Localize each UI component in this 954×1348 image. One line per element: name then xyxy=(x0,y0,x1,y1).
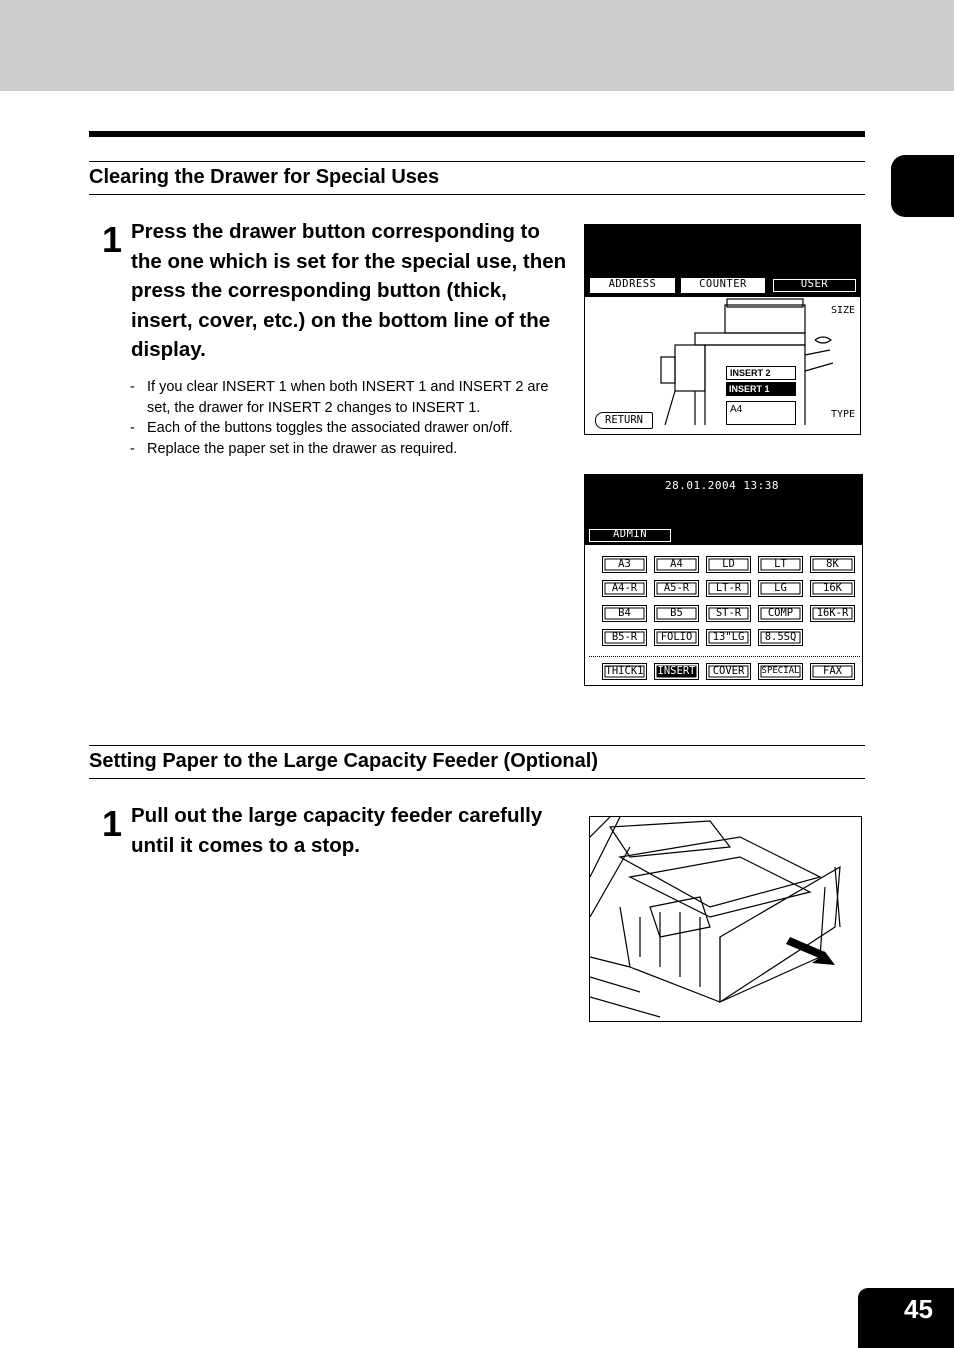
drawer-insert-1[interactable]: INSERT 1 xyxy=(726,382,796,396)
size-button-a5-r[interactable]: A5-R xyxy=(654,580,699,597)
section-title: Clearing the Drawer for Special Uses xyxy=(89,166,440,188)
size-button-a3[interactable]: A3 xyxy=(602,556,647,573)
size-button-lt[interactable]: LT xyxy=(758,556,803,573)
page-number: 45 xyxy=(858,1288,954,1348)
size-button-a4-r[interactable]: A4-R xyxy=(602,580,647,597)
return-button[interactable]: RETURN xyxy=(595,412,653,429)
chapter-tab xyxy=(891,155,954,217)
type-button-thick1[interactable]: THICK1 xyxy=(602,663,647,680)
type-label: TYPE xyxy=(831,409,856,420)
type-button-fax[interactable]: FAX xyxy=(810,663,855,680)
notes-list xyxy=(130,377,570,459)
header-rule xyxy=(89,131,865,137)
datetime-display: 28.01.2004 13:38 xyxy=(665,479,779,492)
step-text: Press the drawer button corresponding to the one which is set for the special use, then press the corresponding button (thick, insert, cover, etc.) on the bottom line of the display. xyxy=(131,220,567,361)
size-button-lg[interactable]: LG xyxy=(758,580,803,597)
section-heading-clearing-drawer xyxy=(89,161,865,195)
step-text: Pull out the large capacity feeder carefully until it comes to a stop. xyxy=(131,804,543,857)
note-item: - Each of the buttons toggles the associated drawer on/off. xyxy=(130,418,570,439)
divider xyxy=(589,656,860,657)
type-button-insert[interactable]: INSERT xyxy=(654,663,699,680)
size-button-ld[interactable]: LD xyxy=(706,556,751,573)
touch-panel-paper-type-screen xyxy=(584,474,863,686)
type-button-cover[interactable]: COVER xyxy=(706,663,751,680)
size-button-16k-r[interactable]: 16K-R xyxy=(810,605,855,622)
tab-admin[interactable]: ADMIN xyxy=(587,527,673,544)
drawer-insert-2[interactable]: INSERT 2 xyxy=(726,366,796,380)
size-button-b4[interactable]: B4 xyxy=(602,605,647,622)
size-button-folio[interactable]: FOLIO xyxy=(654,629,699,646)
feeder-illustration xyxy=(589,816,862,1022)
tab-user[interactable]: USER xyxy=(771,277,858,294)
size-button-8-5sq[interactable]: 8.5SQ xyxy=(758,629,803,646)
note-item: - Replace the paper set in the drawer as required. xyxy=(130,439,570,460)
size-button-16k[interactable]: 16K xyxy=(810,580,855,597)
size-button-13lg[interactable]: 13"LG xyxy=(706,629,751,646)
size-button-st-r[interactable]: ST-R xyxy=(706,605,751,622)
tab-address[interactable]: ADDRESS xyxy=(589,277,676,294)
touch-panel-drawer-screen xyxy=(584,224,861,435)
type-button-special[interactable]: SPECIAL xyxy=(758,663,803,680)
step-number: 1 xyxy=(102,803,123,844)
size-button-a4[interactable]: A4 xyxy=(654,556,699,573)
size-button-comp[interactable]: COMP xyxy=(758,605,803,622)
size-label: SIZE xyxy=(831,305,856,316)
drawer-a4[interactable]: A4 xyxy=(726,401,796,425)
size-button-b5[interactable]: B5 xyxy=(654,605,699,622)
step-number: 1 xyxy=(102,219,123,260)
size-button-b5-r[interactable]: B5-R xyxy=(602,629,647,646)
size-button-lt-r[interactable]: LT-R xyxy=(706,580,751,597)
drawer-pull-out-icon xyxy=(590,817,862,1022)
size-button-8k[interactable]: 8K xyxy=(810,556,855,573)
section-heading-large-capacity-feeder xyxy=(89,745,865,779)
note-item: - If you clear INSERT 1 when both INSERT 1 and INSERT 2 are set, the drawer for INSERT 2 changes to INSERT 1. xyxy=(130,377,570,418)
tab-counter[interactable]: COUNTER xyxy=(680,277,766,294)
header-band xyxy=(0,0,954,91)
section-title: Setting Paper to the Large Capacity Feeder (Optional) xyxy=(89,750,598,772)
